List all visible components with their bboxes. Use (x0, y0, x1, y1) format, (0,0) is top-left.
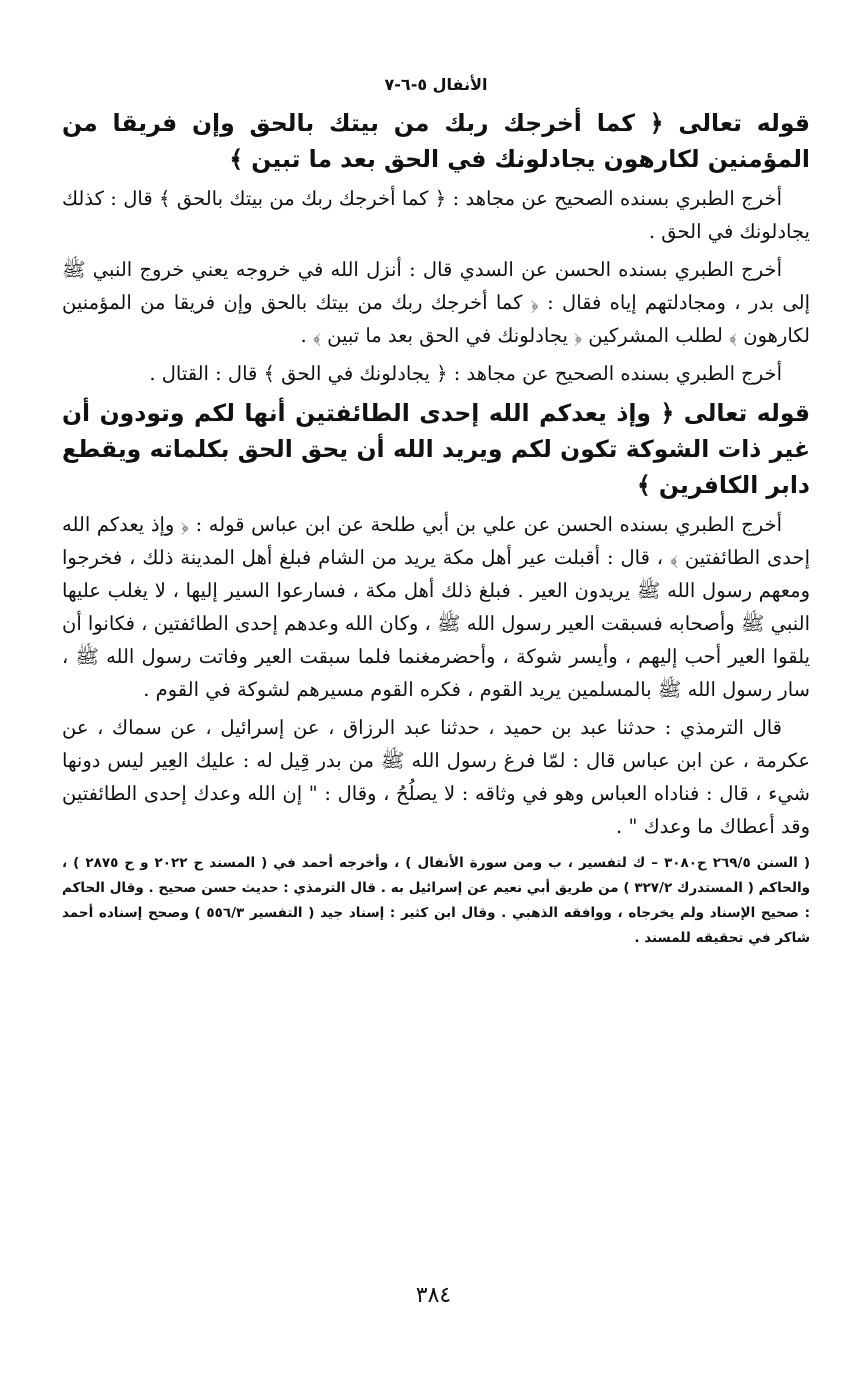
running-header: الأنفال ٥-٦-٧ (384, 75, 488, 94)
verse-heading-1: قوله تعالى ﴿ كما أخرجك ربك من بيتك بالحق وإن فريقا من المؤمنين لكارهون يجادلونك في الحق بعد ما تبين ﴾ (62, 109, 810, 173)
paragraph-tabari-suddi: أخرج الطبري بسنده الحسن عن السدي قال : أنزل الله في خروجه يعني خروج النبي ﷺ إلى بدر ، ومجادلتهم إياه فقال : ﴿ كما أخرجك ربك من بيتك بالحق وإن فريقا من المؤمنين لكارهون ﴾ لطلب المشركين ﴿ يجادلونك في الحق بعد ما تبين ﴾ . (62, 258, 810, 347)
footnote-references: ( السنن ٢٦٩/٥ ح٣٠٨٠ – ك لتفسير ، ب ومن سورة الأنفال ) ، وأخرجه أحمد في ( المسند ح ٢٠٢٢ و ح ٢٨٧٥ ) ، والحاكم ( المستدرك ٣٢٧/٢ ) من طريق أبي نعيم عن إسرائيل به . قال الترمذي : حديث حسن صحيح . وقال الحاكم : صحيح الإسناد ولم يخرجاه ، ووافقه الذهبي . وقال ابن كثير : إسناد جيد ( التفسير ٥٥٦/٣ ) وصحح إسناده أحمد شاكر في تحقيقه للمسند . (62, 855, 810, 946)
paragraph-tabari-mujahid-2: أخرج الطبري بسنده الصحيح عن مجاهد : ﴿ يجادلونك في الحق ﴾ قال : القتال . (149, 362, 782, 385)
paragraph-tabari-mujahid-1: أخرج الطبري بسنده الصحيح عن مجاهد : ﴿ كما أخرجك ربك من بيتك بالحق ﴾ قال : كذلك يجادلونك في الحق . (62, 187, 810, 243)
verse-heading-2: قوله تعالى ﴿ وإذ يعدكم الله إحدى الطائفتين أنها لكم وتودون أن غير ذات الشوكة تكون لكم ويريد الله أن يحق الحق بكلماته ويقطع دابر الكافرين ﴾ (62, 399, 810, 499)
document-page (62, 70, 810, 951)
page-number: ٣٨٤ (415, 1283, 452, 1308)
paragraph-tabari-ibn-abbas: أخرج الطبري بسنده الحسن عن علي بن أبي طلحة عن ابن عباس قوله : ﴿ وإذ يعدكم الله إحدى الطائفتين ﴾ ، قال : أقبلت عير أهل مكة يريد من الشام فبلغ أهل المدينة ذلك ، فخرجوا ومعهم رسول الله ﷺ يريدون العير . فبلغ ذلك أهل مكة ، فسارعوا السير إليها ، لا يغلب عليها النبي ﷺ وأصحابه فسبقت العير رسول الله ﷺ ، وكان الله وعدهم إحدى الطائفتين ، فكانوا أن يلقوا العير أحب إليهم ، وأيسر شوكة ، وأحضرمغنما فلما سبقت العير وفاتت رسول الله ﷺ ، سار رسول الله ﷺ بالمسلمين يريد القوم ، فكره القوم مسيرهم لشوكة في القوم . (62, 513, 810, 701)
paragraph-tirmidhi: قال الترمذي : حدثنا عبد بن حميد ، حدثنا عبد الرزاق ، عن إسرائيل ، عن سماك ، عن عكرمة ، عن ابن عباس قال : لمّا فرغ رسول الله ﷺ من بدر قِيل له : عليك العِير ليس دونها شيء ، قال : فناداه العباس وهو في وثاقه : لا يصلُحُ ، وقال : " إن الله وعدك إحدى الطائفتين وقد أعطاك ما وعدك " . (62, 716, 810, 838)
